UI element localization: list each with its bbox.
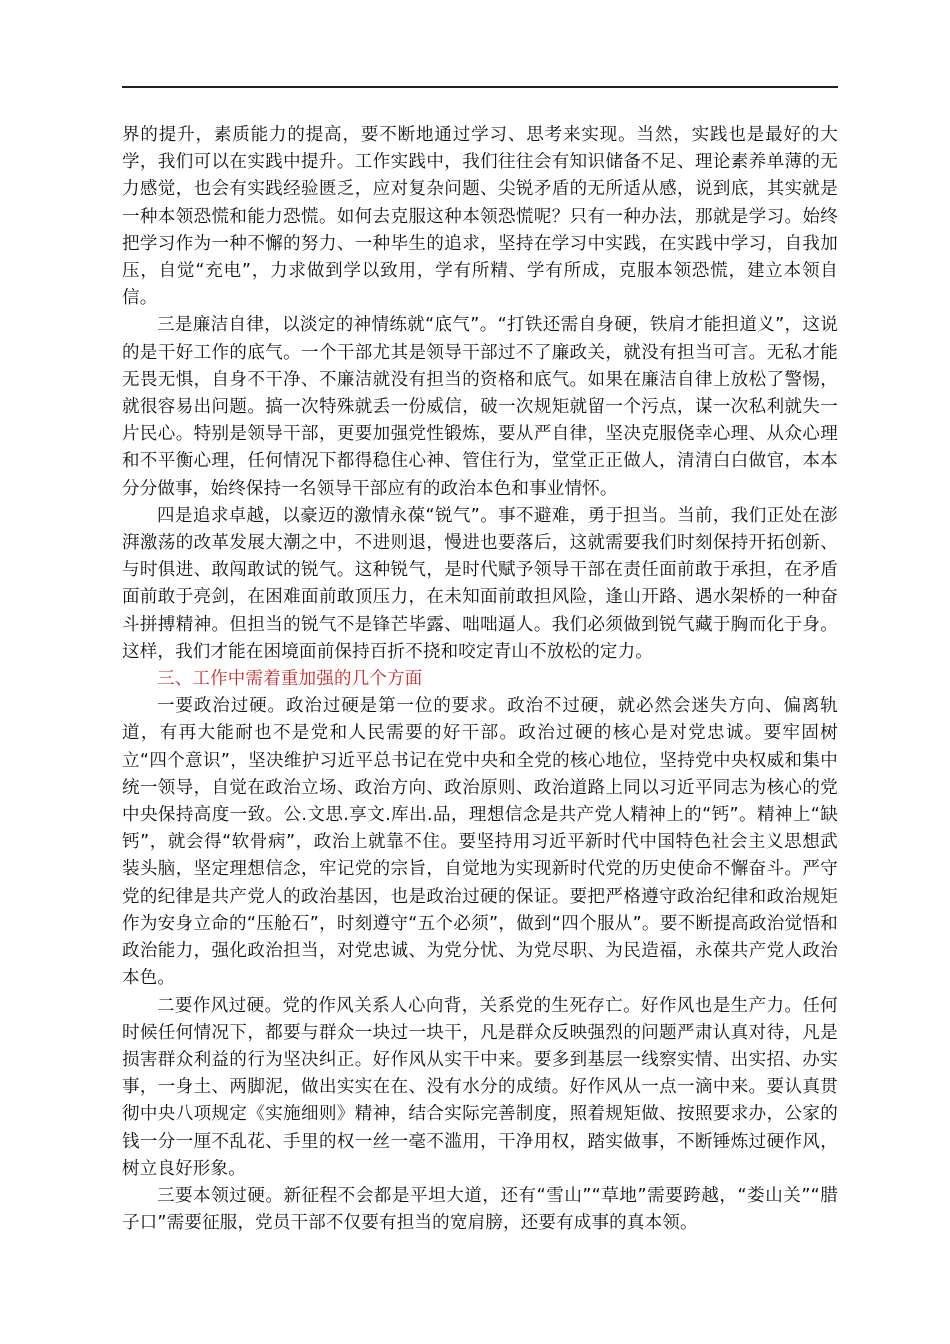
section-heading: 三、工作中需着重加强的几个方面 — [157, 669, 423, 690]
paragraph-ability: 三要本领过硬。新征程不会都是平坦大道，还有“雪山”“草地”需要跨越，“娄山关”“腊子口”需要征服，党员干部不仅要有担当的宽肩膀，还要有成事的真本领。 — [122, 1185, 838, 1234]
paragraph-integrity: 三是廉洁自律，以淡定的神情练就“底气”。“打铁还需自身硬，铁肩才能担道义”，这说的是干好工作的底气。一个干部尤其是领导干部过不了廉政关，就没有担当可言。无私才能无畏无惧，自身不干净、不廉洁就没有担当的资格和底气。如果在廉洁自律上放松了警惕，就很容易出问题。搞一次特殊就丢一份威信，破一次规矩就留一个污点，谋一次私利就失一片民心。特别是领导干部，更要加强党性锻炼，要从严自律，坚决克服侥幸心理、从众心理和不平衡心理，任何情况下都得稳住心神、管住行为，堂堂正正做人，清清白白做官，本本分分做事，始终保持一名领导干部应有的政治本色和事业情怀。 — [122, 315, 838, 499]
paragraph-excellence: 四是追求卓越，以豪迈的激情永葆“锐气”。事不避难，勇于担当。当前，我们正处在澎湃激荡的改革发展大潮之中，不进则退，慢进也要落后，这就需要我们时刻保持开拓创新、与时俱进、敢闯敢试的锐气。这种锐气，是时代赋予领导干部在责任面前敢于承担，在矛盾面前敢于亮剑，在困难面前敢顶压力，在未知面前敢担风险，逢山开路、遇水架桥的一种奋斗拼搏精神。但担当的锐气不是锋芒毕露、咄咄逼人。我们必须做到锐气藏于胸而化于身。这样，我们才能在困境面前保持百折不挠和咬定青山不放松的定力。 — [122, 505, 838, 662]
paragraph-political: 一要政治过硬。政治过硬是第一位的要求。政治不过硬，就必然会迷失方向、偏离轨道，有再大能耐也不是党和人民需要的好干部。政治过硬的核心是对党忠诚。要牢固树立“四个意识”，坚决维护习近平总书记在党中央和全党的核心地位，坚持党中央权威和集中统一领导，自觉在政治立场、政治方向、政治原则、政治道路上同以习近平同志为核心的党中央保持高度一致。公.文思.享文.库出.品，理想信念是共产党人精神上的“钙”。精神上“缺钙”，就会得“软骨病”，政治上就靠不住。要坚持用习近平新时代中国特色社会主义思想武装头脑，坚定理想信念，牢记党的宗旨，自觉地为实现新时代党的历史使命不懈奋斗。严守党的纪律是共产党人的政治基因，也是政治过硬的保证。要把严格遵守政治纪律和政治规矩作为安身立命的“压舱石”，时刻遵守“五个必须”，做到“四个服从”。要不断提高政治觉悟和政治能力，强化政治担当，对党忠诚、为党分忧、为党尽职、为民造福，永葆共产党人政治本色。 — [122, 696, 838, 989]
document-body — [122, 122, 838, 1237]
paragraph-style: 二要作风过硬。党的作风关系人心向背，关系党的生死存亡。好作风也是生产力。任何时候任何情况下，都要与群众一块过一块干，凡是群众反映强烈的问题严肃认真对待，凡是损害群众利益的行为坚决纠正。好作风从实干中来。要多到基层一线察实情、出实招、办实事，一身土、两脚泥，做出实实在在、没有水分的成绩。好作风从一点一滴中来。要认真贯彻中央八项规定《实施细则》精神，结合实际完善制度，照着规矩做、按照要求办，公家的钱一分一厘不乱花、手里的权一丝一毫不滥用，干净用权，踏实做事，不断锤炼过硬作风，树立良好形象。 — [122, 995, 838, 1179]
header-rule — [122, 86, 838, 88]
paragraph-continuation: 界的提升，素质能力的提高，要不断地通过学习、思考来实现。当然，实践也是最好的大学，我们可以在实践中提升。工作实践中，我们往往会有知识储备不足、理论素养单薄的无力感觉，也会有实践经验匮乏，应对复杂问题、尖锐矛盾的无所适从感，说到底，其实就是一种本领恐慌和能力恐慌。如何去克服这种本领恐慌呢？只有一种办法，那就是学习。始终把学习作为一种不懈的努力、一种毕生的追求，坚持在学习中实践，在实践中学习，自我加压，自觉“充电”，力求做到学以致用，学有所精、学有所成，克服本领恐慌，建立本领自信。 — [122, 125, 838, 309]
